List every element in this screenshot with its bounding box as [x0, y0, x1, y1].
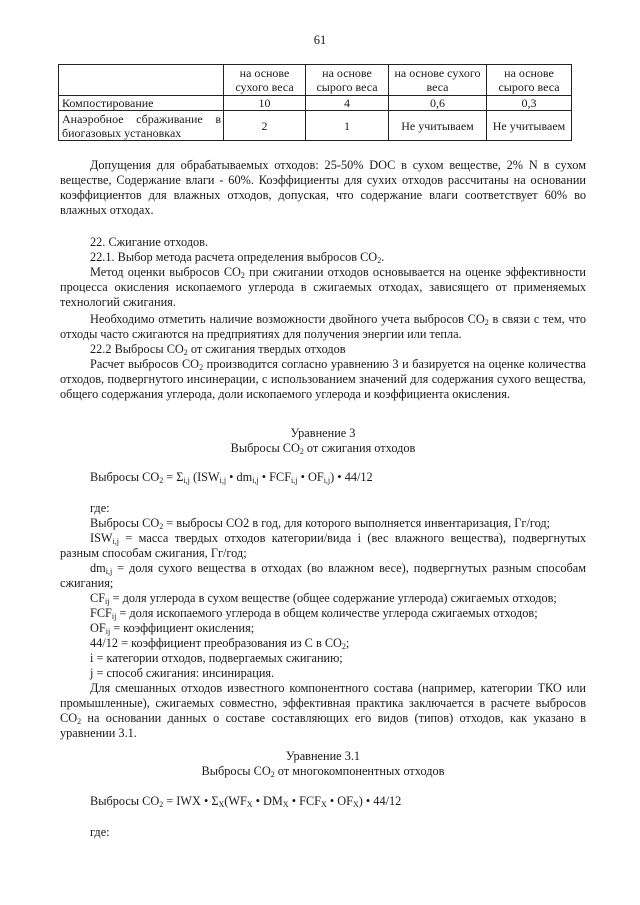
- text-fragment: в связи с тем, что отходы часто сжигаются на предприятиях для получения энергии или тепла.: [60, 312, 586, 341]
- subscript: i,j: [323, 476, 331, 485]
- formula-part: ) • 44/12: [358, 794, 402, 808]
- subscript: 2: [270, 770, 275, 779]
- definition-dm: [60, 561, 586, 591]
- text-fragment: ;: [345, 636, 350, 650]
- subscript: 2: [484, 318, 489, 327]
- subscript: X: [218, 800, 225, 809]
- subscript: 2: [159, 800, 164, 809]
- definition-cf: [90, 591, 557, 606]
- subscript: 2: [377, 256, 382, 265]
- formula-part: Выбросы CO: [90, 794, 160, 808]
- section-22-1-title: [90, 250, 384, 265]
- subscript: ij: [105, 597, 110, 606]
- text-fragment: 22.1. Выбор метода расчета определения выбросов CO: [90, 250, 378, 264]
- text-fragment: Метод оценки выбросов CO: [90, 265, 241, 279]
- text-fragment: 22.2 Выбросы CO: [90, 342, 184, 356]
- subscript: 2: [159, 522, 164, 531]
- equation-3-1-caption: [60, 764, 586, 779]
- formula-part: ) • 44/12: [330, 470, 373, 484]
- row-label: [59, 111, 224, 141]
- definition-of: [90, 621, 254, 636]
- text-fragment: Выбросы CO: [90, 516, 160, 530]
- formula-part: • DM: [252, 794, 283, 808]
- subscript: ij: [105, 627, 111, 636]
- row-label: Компостирование: [59, 96, 224, 111]
- subscript: 2: [77, 717, 82, 726]
- text-fragment: OF: [90, 621, 106, 635]
- text-fragment: от многокомпонентных отходов: [274, 764, 445, 778]
- text-fragment: = коэффициент окисления;: [110, 621, 255, 635]
- table-header-cell: [59, 65, 224, 96]
- text-fragment: = доля ископаемого углерода в общем количестве углерода сжигаемых отходов;: [116, 606, 538, 620]
- formula-part: Выбросы CO: [90, 470, 160, 484]
- table-cell: Не учитываем: [389, 111, 487, 141]
- equation-3-caption: [60, 441, 586, 456]
- table-header-cell: на основе сырого веса: [487, 65, 572, 96]
- table-cell: 4: [306, 96, 389, 111]
- text-fragment: ISW: [90, 531, 113, 545]
- section-22-title: 22. Сжигание отходов.: [90, 235, 209, 249]
- table-header-row: [59, 65, 572, 96]
- where-label: где:: [90, 501, 110, 515]
- text-fragment: CF: [90, 591, 106, 605]
- definition-emissions: [90, 516, 550, 531]
- row-label-line: Анаэробное сбраживание в: [62, 111, 221, 126]
- text-fragment: при сжигании отходов основывается на оценке эффективности процесса окисления ископаемого углерода в сжигаемых отходах, зависящего от применяемых технологий сжигания.: [60, 265, 586, 309]
- text-fragment: dm: [90, 561, 106, 575]
- text-fragment: от сжигания отходов: [303, 441, 416, 455]
- table-cell: 2: [224, 111, 306, 141]
- definition-conversion: [90, 636, 349, 651]
- text-fragment: = выбросы CO2 в год, для которого выполняется инвентаризация, Гг/год;: [163, 516, 551, 530]
- table-cell: 0,3: [487, 96, 572, 111]
- subscript: 2: [199, 363, 204, 372]
- formula-part: = IWX • Σ: [163, 794, 219, 808]
- table-cell: Не учитываем: [487, 111, 572, 141]
- subscript: X: [282, 800, 289, 809]
- section-22-2-title: [90, 342, 346, 357]
- equation-3-formula: [90, 470, 373, 485]
- subscript: i,j: [219, 476, 227, 485]
- formula-part: (WF: [224, 794, 247, 808]
- subscript: i,j: [105, 567, 113, 576]
- text-fragment: на основании данных о составе составляющих его видов (типов) отходов, как указано в уравнении 3.1.: [60, 711, 586, 740]
- assumptions-paragraph: Допущения для обрабатываемых отходов: 25-50% DOC в сухом веществе, 2% N в сухом веществе, Содержание влаги - 60%. Коэффициенты для сухих отходов рассчитаны на основании коэффициентов для влажных отходов, допуская, что содержание влаги соответствует 60% во влажных отходах.: [60, 158, 586, 217]
- subscript: 2: [159, 476, 164, 485]
- text-fragment: Выбросы CO: [230, 441, 300, 455]
- table-row: [59, 96, 572, 111]
- text-fragment: производится согласно уравнению 3 и базируется на оценке количества отходов, подвергнутого инсинерации, с использованием значений для содержания сухого вещества, общего содержания углерода, доли ископаемого углерода и коэффициента окисления.: [60, 357, 586, 401]
- text-fragment: Расчет выбросов CO: [90, 357, 200, 371]
- subscript: i,j: [291, 476, 298, 485]
- definition-fcf: [90, 606, 538, 621]
- subscript: i,j: [112, 537, 119, 546]
- text-fragment: = доля углерода в сухом веществе (общее содержание углерода) сжигаемых отходов;: [109, 591, 557, 605]
- formula-part: • FCF: [288, 794, 321, 808]
- table-cell: 10: [224, 96, 306, 111]
- calculation-paragraph: [60, 357, 586, 402]
- page-number: 61: [313, 33, 327, 47]
- subscript: 2: [240, 271, 245, 280]
- mixed-waste-paragraph: [60, 681, 586, 741]
- subscript: i,j: [183, 476, 190, 485]
- formula-part: • dm: [226, 470, 253, 484]
- double-count-paragraph: [60, 312, 586, 342]
- subscript: X: [246, 800, 253, 809]
- equation-3-1-heading: Уравнение 3.1: [285, 749, 361, 763]
- subscript: 2: [299, 447, 304, 456]
- table-cell: 1: [306, 111, 389, 141]
- table-row: [59, 111, 572, 141]
- text-fragment: Выбросы CO: [201, 764, 271, 778]
- text-fragment: Необходимо отметить наличие возможности двойного учета выбросов CO: [90, 312, 485, 326]
- subscript: 2: [183, 348, 188, 357]
- subscript: i,j: [252, 476, 259, 485]
- text-fragment: .: [381, 250, 385, 264]
- definition-j: j = способ сжигания: инсинирация.: [90, 666, 275, 680]
- formula-part: (ISW: [189, 470, 220, 484]
- text-fragment: от сжигания твердых отходов: [187, 342, 346, 356]
- text-fragment: 44/12 = коэффициент преобразования из C в CO: [90, 636, 342, 650]
- definition-isw: [60, 531, 586, 561]
- subscript: ij: [111, 612, 117, 621]
- formula-part: • OF: [297, 470, 324, 484]
- formula-part: = Σ: [163, 470, 184, 484]
- subscript: 2: [341, 642, 346, 651]
- subscript: X: [321, 800, 327, 809]
- table-cell: 0,6: [389, 96, 487, 111]
- subscript: X: [352, 800, 359, 809]
- table-header-cell: на основе сухого веса: [224, 65, 306, 96]
- row-label-line: биогазовых установках: [62, 125, 182, 140]
- equation-3-1-formula: [90, 794, 401, 809]
- text-fragment: = доля сухого вещества в отходах (во влажном весе), подвергнутых разным способам сжигания;: [60, 561, 586, 590]
- definition-i: i = категории отходов, подвергаемых сжиганию;: [90, 651, 343, 665]
- text-fragment: Для смешанных отходов известного компонентного состава (например, категории ТКО или промышленные), сжигаемых совместно, эффективная практика заключается в расчете выбросов CO: [60, 681, 586, 725]
- formula-part: • FCF: [258, 470, 292, 484]
- method-paragraph: [60, 265, 586, 310]
- emission-factors-table: [58, 64, 572, 141]
- text-fragment: FCF: [90, 606, 112, 620]
- equation-3-heading: Уравнение 3: [290, 426, 356, 440]
- table-header-cell: на основе сухого веса: [389, 65, 487, 96]
- table-header-cell: на основе сырого веса: [306, 65, 389, 96]
- formula-part: • OF: [326, 794, 353, 808]
- text-fragment: = масса твердых отходов категории/вида i (вес влажного вещества), подвергнутых разным способам сжигания, Гг/год;: [60, 531, 586, 560]
- where-label-2: где:: [90, 825, 110, 839]
